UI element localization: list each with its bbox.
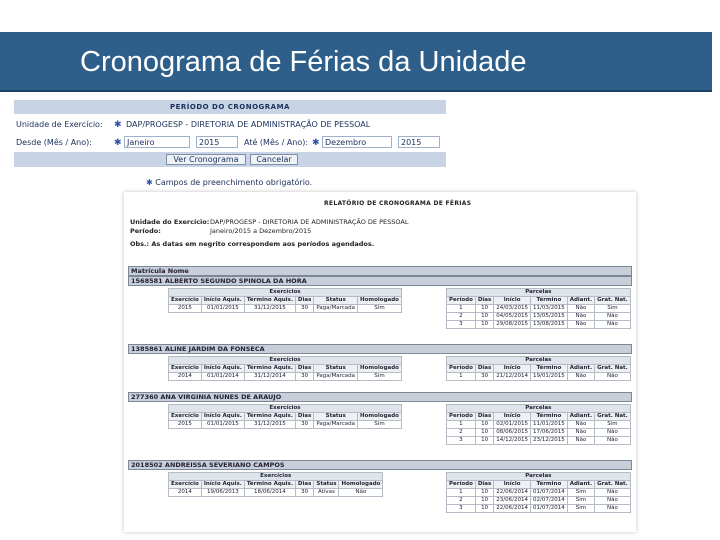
table-cell: 01/07/2014 xyxy=(531,505,568,513)
table-cell: 13/05/2015 xyxy=(531,313,568,321)
table-cell: 10 xyxy=(475,497,493,505)
button-bar xyxy=(14,152,446,167)
table-cell: 13/08/2015 xyxy=(531,321,568,329)
parcelas-group-header: Parcelas xyxy=(447,289,631,297)
table-cell: 3 xyxy=(447,321,476,329)
exercise-table xyxy=(168,404,402,429)
table-cell: 10 xyxy=(475,305,493,313)
required-note-text: Campos de preenchimento obrigatório. xyxy=(155,178,313,187)
table-cell: 08/06/2015 xyxy=(494,429,531,437)
report-period-value: Janeiro/2015 a Dezembro/2015 xyxy=(210,227,312,235)
parcelas-col-header: Início xyxy=(494,297,531,305)
table-cell: Não xyxy=(595,497,631,505)
table-cell: 2015 xyxy=(169,421,202,429)
table-cell: 30 xyxy=(475,373,493,381)
table-cell: 01/01/2015 xyxy=(201,305,244,313)
view-schedule-button[interactable]: Ver Cronograma xyxy=(166,154,246,165)
table-cell: 30 xyxy=(295,373,313,381)
from-month-select[interactable]: Janeiro xyxy=(124,136,190,148)
table-cell: 10 xyxy=(475,313,493,321)
table-cell: Não xyxy=(595,313,631,321)
exercise-col-header: Início Aquis. xyxy=(201,481,244,489)
table-row xyxy=(447,421,631,429)
required-icon: ✱ xyxy=(114,138,122,148)
report-unit-value: DAP/PROGESP - DIRETORIA DE ADMINISTRAÇÃO DE PESSOAL xyxy=(210,218,409,226)
table-cell: 2015 xyxy=(169,305,202,313)
table-cell: Não xyxy=(595,437,631,445)
table-cell: Paga/Marcada xyxy=(314,421,358,429)
table-row xyxy=(447,505,631,513)
parcelas-col-header: Adiant. xyxy=(567,297,594,305)
table-cell: 14/12/2015 xyxy=(494,437,531,445)
table-cell: 2 xyxy=(447,429,476,437)
parcelas-col-header: Dias xyxy=(475,365,493,373)
exercise-col-header: Início Aquis. xyxy=(201,297,244,305)
exercise-col-header: Término Aquis. xyxy=(244,481,295,489)
parcelas-group-header: Parcelas xyxy=(447,357,631,365)
exercise-col-header: Homologado xyxy=(358,297,402,305)
table-cell: 10 xyxy=(475,429,493,437)
table-cell: 2 xyxy=(447,497,476,505)
table-cell: 21/12/2014 xyxy=(494,373,531,381)
parcelas-col-header: Dias xyxy=(475,413,493,421)
table-cell: 2 xyxy=(447,313,476,321)
exercise-col-header: Dias xyxy=(295,297,313,305)
exercise-col-header: Status xyxy=(314,481,339,489)
parcelas-col-header: Período xyxy=(447,365,476,373)
parcelas-col-header: Dias xyxy=(475,297,493,305)
parcelas-group-header: Parcelas xyxy=(447,473,631,481)
employee-header: 2018502 ANDREISSA SEVERIANO CAMPOS xyxy=(128,460,632,470)
table-cell: Não xyxy=(339,489,383,497)
parcelas-col-header: Término xyxy=(531,297,568,305)
parcelas-col-header: Adiant. xyxy=(567,413,594,421)
table-cell: 11/03/2015 xyxy=(531,305,568,313)
table-cell: 04/05/2015 xyxy=(494,313,531,321)
slide-header xyxy=(0,32,712,92)
table-cell: Não xyxy=(567,321,594,329)
employee-block xyxy=(128,460,632,511)
parcelas-col-header: Período xyxy=(447,413,476,421)
exercise-table xyxy=(168,356,402,381)
table-cell: Sim xyxy=(567,505,594,513)
exercise-col-header: Término Aquis. xyxy=(244,365,295,373)
required-icon: ✱ xyxy=(114,120,122,130)
table-cell: Não xyxy=(595,429,631,437)
parcelas-col-header: Grat. Nat. xyxy=(595,365,631,373)
exercise-group-header: Exercícios xyxy=(169,289,402,297)
exercise-col-header: Exercício xyxy=(169,481,202,489)
report-unit-label: Unidade do Exercício: xyxy=(130,218,210,226)
table-row xyxy=(447,437,631,445)
parcelas-col-header: Adiant. xyxy=(567,481,594,489)
table-cell: Não xyxy=(595,489,631,497)
parcelas-col-header: Início xyxy=(494,413,531,421)
table-row xyxy=(169,305,402,313)
table-cell: Sim xyxy=(358,305,402,313)
table-row xyxy=(447,321,631,329)
filter-panel-title: PERÍODO DO CRONOGRAMA xyxy=(14,100,446,114)
table-cell: 10 xyxy=(475,489,493,497)
exercise-col-header: Início Aquis. xyxy=(201,365,244,373)
table-cell: 30 xyxy=(295,489,313,497)
table-cell: 30 xyxy=(295,421,313,429)
parcelas-table xyxy=(446,356,631,381)
exercise-table xyxy=(168,288,402,313)
table-cell: 31/12/2015 xyxy=(244,305,295,313)
table-cell: 02/07/2014 xyxy=(531,497,568,505)
table-cell: 23/06/2014 xyxy=(494,497,531,505)
table-row xyxy=(447,429,631,437)
exercise-col-header: Homologado xyxy=(358,365,402,373)
table-cell: 10 xyxy=(475,505,493,513)
matricula-header-bar xyxy=(128,266,632,276)
parcelas-col-header: Adiant. xyxy=(567,365,594,373)
cancel-button[interactable]: Cancelar xyxy=(250,154,298,165)
exercise-group-header: Exercícios xyxy=(169,473,383,481)
table-cell: 31/12/2015 xyxy=(244,421,295,429)
table-row xyxy=(447,313,631,321)
table-cell: 24/03/2015 xyxy=(494,305,531,313)
table-cell: Não xyxy=(595,373,631,381)
table-cell: Sim xyxy=(595,305,631,313)
table-cell: 23/12/2015 xyxy=(531,437,568,445)
parcelas-col-header: Término xyxy=(531,481,568,489)
table-cell: Paga/Marcada xyxy=(314,373,358,381)
parcelas-col-header: Período xyxy=(447,297,476,305)
table-row xyxy=(169,421,402,429)
parcelas-table xyxy=(446,472,631,513)
exercise-table xyxy=(168,472,383,497)
parcelas-col-header: Grat. Nat. xyxy=(595,297,631,305)
table-row xyxy=(447,305,631,313)
table-cell: Sim xyxy=(358,421,402,429)
table-cell: Não xyxy=(567,305,594,313)
table-cell: 22/06/2014 xyxy=(494,489,531,497)
table-row xyxy=(447,489,631,497)
exercise-col-header: Status xyxy=(314,413,358,421)
table-cell: Paga/Marcada xyxy=(314,305,358,313)
table-cell: 2014 xyxy=(169,373,202,381)
table-cell: 29/08/2015 xyxy=(494,321,531,329)
parcelas-col-header: Início xyxy=(494,365,531,373)
required-icon: ✱ xyxy=(312,138,320,148)
unit-row xyxy=(14,118,446,132)
parcelas-table xyxy=(446,288,631,329)
table-cell: Sim xyxy=(567,489,594,497)
table-cell: 18/06/2014 xyxy=(244,489,295,497)
exercise-group-header: Exercícios xyxy=(169,405,402,413)
table-row xyxy=(169,489,383,497)
table-cell: 1 xyxy=(447,421,476,429)
table-cell: Sim xyxy=(567,497,594,505)
exercise-col-header: Dias xyxy=(295,365,313,373)
table-cell: Ativas xyxy=(314,489,339,497)
from-label: Desde (Mês / Ano): xyxy=(16,138,92,147)
required-icon: ✱ xyxy=(146,178,153,187)
table-cell: 17/06/2015 xyxy=(531,429,568,437)
table-cell: 30 xyxy=(295,305,313,313)
table-cell: 01/01/2015 xyxy=(201,421,244,429)
parcelas-col-header: Início xyxy=(494,481,531,489)
exercise-col-header: Exercício xyxy=(169,365,202,373)
table-cell: 3 xyxy=(447,437,476,445)
parcelas-table xyxy=(446,404,631,445)
parcelas-col-header: Grat. Nat. xyxy=(595,481,631,489)
table-cell: 19/01/2015 xyxy=(531,373,568,381)
report-period xyxy=(130,227,311,235)
employee-block xyxy=(128,276,632,327)
parcelas-col-header: Período xyxy=(447,481,476,489)
exercise-col-header: Exercício xyxy=(169,297,202,305)
report-obs: Obs.: As datas em negrito correspondem aos períodos agendados. xyxy=(130,240,375,248)
to-year-input[interactable]: 2015 xyxy=(398,136,440,148)
required-note xyxy=(146,178,312,187)
table-cell: Não xyxy=(595,321,631,329)
table-cell: Não xyxy=(567,313,594,321)
employee-header: 1568581 ALBERTO SEGUNDO SPINOLA DA HORA xyxy=(128,276,632,286)
parcelas-col-header: Dias xyxy=(475,481,493,489)
exercise-col-header: Exercício xyxy=(169,413,202,421)
report-title: RELATÓRIO DE CRONOGRAMA DE FÉRIAS xyxy=(324,200,472,207)
parcelas-group-header: Parcelas xyxy=(447,405,631,413)
table-cell: 1 xyxy=(447,489,476,497)
table-cell: 10 xyxy=(475,437,493,445)
parcelas-col-header: Término xyxy=(531,413,568,421)
table-cell: 01/07/2014 xyxy=(531,489,568,497)
table-cell: Não xyxy=(595,505,631,513)
unit-value[interactable]: DAP/PROGESP - DIRETORIA DE ADMINISTRAÇÃO DE PESSOAL xyxy=(126,120,371,129)
report-unit xyxy=(130,218,408,226)
slide-title: Cronograma de Férias da Unidade xyxy=(80,46,527,78)
table-cell: 1 xyxy=(447,373,476,381)
employee-header: 277360 ANA VIRGINIA NUNES DE ARAUJO xyxy=(128,392,632,402)
exercise-col-header: Início Aquis. xyxy=(201,413,244,421)
employee-block xyxy=(128,392,632,443)
from-year-input[interactable]: 2015 xyxy=(196,136,238,148)
to-label: Até (Mês / Ano): xyxy=(244,138,309,147)
to-month-select[interactable]: Dezembro xyxy=(322,136,392,148)
exercise-col-header: Término Aquis. xyxy=(244,413,295,421)
exercise-col-header: Homologado xyxy=(339,481,383,489)
table-cell: Não xyxy=(567,373,594,381)
table-cell: Não xyxy=(567,429,594,437)
table-cell: Não xyxy=(567,421,594,429)
report-period-label: Período: xyxy=(130,227,161,235)
table-cell: 2014 xyxy=(169,489,202,497)
exercise-col-header: Status xyxy=(314,365,358,373)
table-cell: 1 xyxy=(447,305,476,313)
table-row xyxy=(447,497,631,505)
parcelas-col-header: Término xyxy=(531,365,568,373)
period-row xyxy=(14,136,446,150)
table-cell: 10 xyxy=(475,321,493,329)
exercise-col-header: Dias xyxy=(295,413,313,421)
table-cell: 11/01/2015 xyxy=(531,421,568,429)
unit-label: Unidade de Exercício: xyxy=(16,120,103,129)
exercise-col-header: Homologado xyxy=(358,413,402,421)
table-cell: 01/01/2014 xyxy=(201,373,244,381)
matricula-header: Matrícula Nome xyxy=(128,266,632,276)
parcelas-col-header: Grat. Nat. xyxy=(595,413,631,421)
report xyxy=(124,192,636,532)
employee-header: 1385861 ALINE JARDIM DA FONSECA xyxy=(128,344,632,354)
table-cell: Sim xyxy=(358,373,402,381)
employee-block xyxy=(128,344,632,379)
table-cell: 22/06/2014 xyxy=(494,505,531,513)
table-cell: Não xyxy=(567,437,594,445)
table-cell: 02/01/2015 xyxy=(494,421,531,429)
table-row xyxy=(169,373,402,381)
table-cell: 10 xyxy=(475,421,493,429)
table-cell: 19/06/2013 xyxy=(201,489,244,497)
exercise-group-header: Exercícios xyxy=(169,357,402,365)
exercise-col-header: Status xyxy=(314,297,358,305)
table-cell: Sim xyxy=(595,421,631,429)
exercise-col-header: Dias xyxy=(295,481,313,489)
table-cell: 3 xyxy=(447,505,476,513)
table-row xyxy=(447,373,631,381)
table-cell: 31/12/2014 xyxy=(244,373,295,381)
exercise-col-header: Término Aquis. xyxy=(244,297,295,305)
